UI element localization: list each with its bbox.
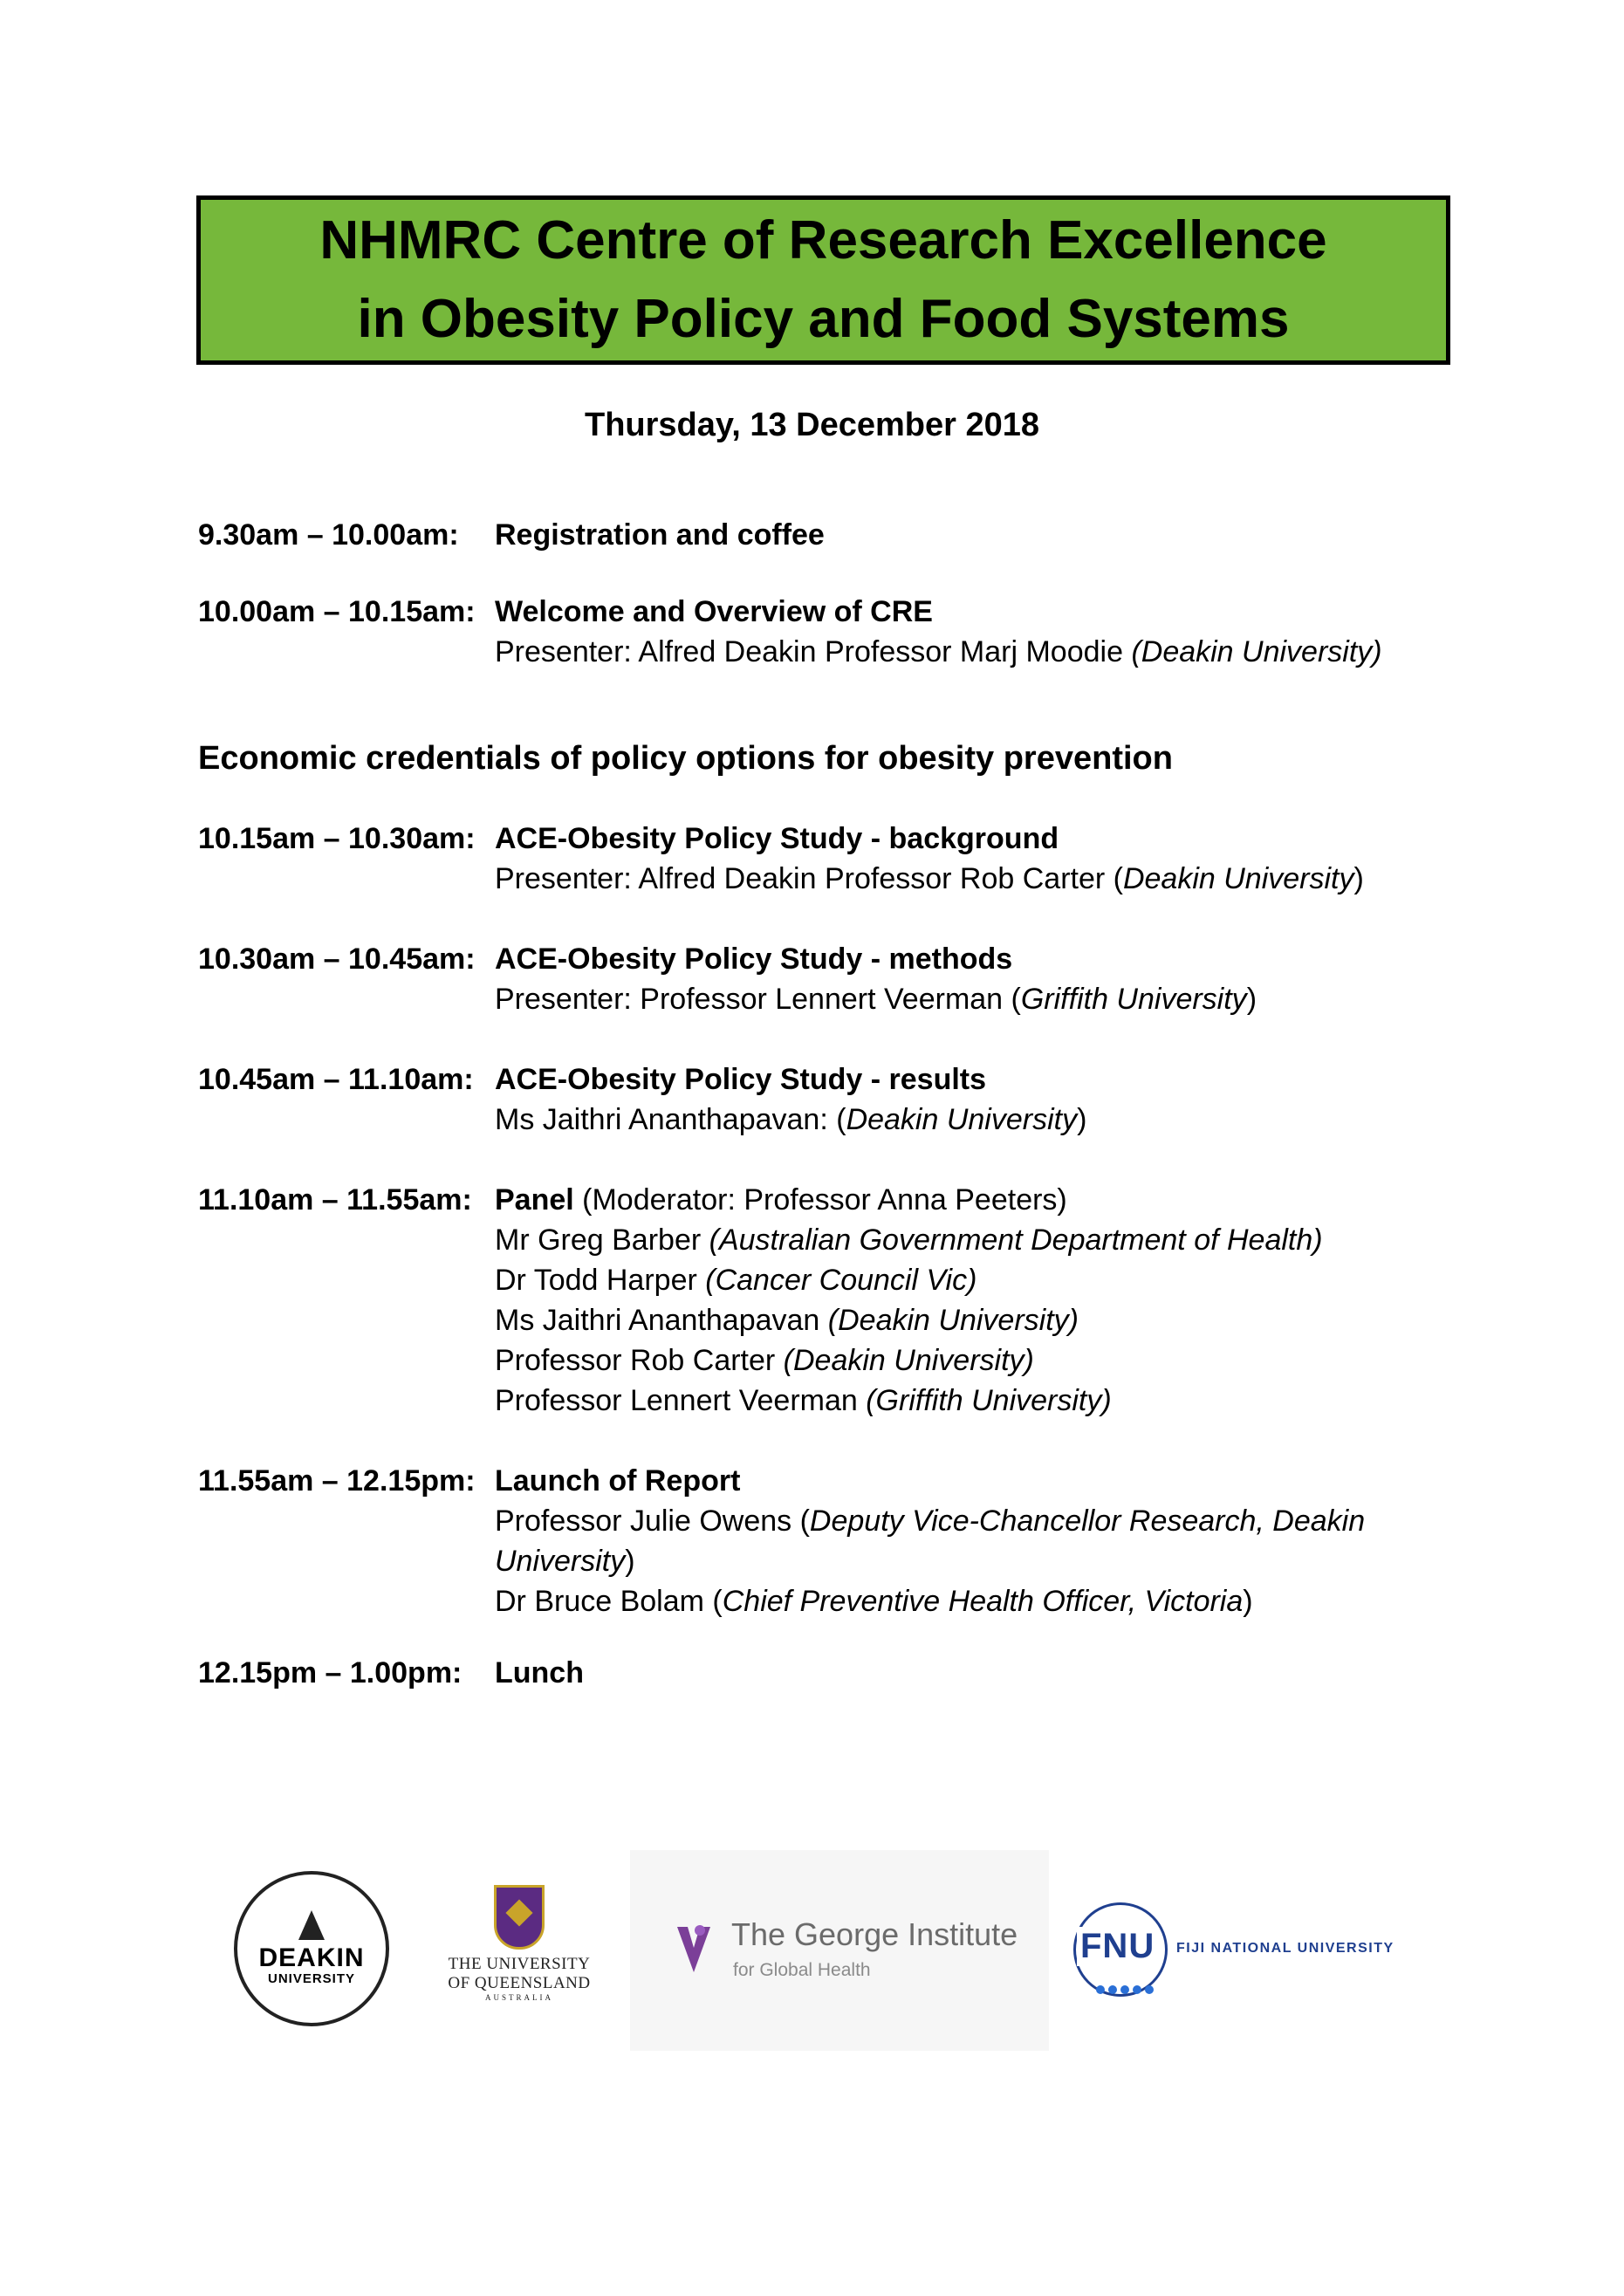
speaker-close: )	[1243, 1585, 1253, 1618]
presenter-close: )	[1246, 983, 1257, 1016]
speaker-name: Professor Julie Owens (	[495, 1504, 810, 1538]
university-of-queensland-logo	[441, 1885, 598, 2002]
agenda-presenter	[495, 1100, 1455, 1140]
agenda-title: ACE-Obesity Policy Study - methods	[495, 942, 1013, 976]
panel-member-affiliation: (Cancer Council Vic)	[705, 1264, 977, 1297]
panel-member-name: Professor Rob Carter	[495, 1344, 784, 1377]
agenda-title: Welcome and Overview of CRE	[495, 595, 933, 628]
panel-member-name: Ms Jaithri Ananthapavan	[495, 1304, 828, 1337]
panel-member	[495, 1260, 1455, 1300]
presenter-name: Presenter: Professor Lennert Veerman (	[495, 983, 1021, 1016]
agenda-title: ACE-Obesity Policy Study - results	[495, 1063, 987, 1096]
george-institute-mark-icon	[674, 1922, 714, 1974]
fnu-dots-icon	[1096, 1983, 1157, 1998]
agenda-title: Registration and coffee	[495, 518, 825, 552]
agenda-entry-launch	[198, 1461, 1455, 1621]
agenda-time: 10.00am – 10.15am:	[198, 595, 476, 628]
panel-heading	[495, 1180, 1455, 1220]
deakin-mark-icon	[298, 1910, 325, 1940]
uq-logo-sub: AUSTRALIA	[485, 1993, 553, 2002]
launch-speaker	[495, 1501, 1455, 1541]
panel-member-affiliation: (Deakin University)	[827, 1304, 1079, 1337]
agenda-presenter	[495, 632, 1455, 672]
title-line-1: NHMRC Centre of Research Excellence	[319, 210, 1327, 271]
agenda	[198, 515, 1455, 1693]
agenda-time: 10.15am – 10.30am:	[198, 822, 476, 855]
agenda-entry-panel	[198, 1180, 1455, 1421]
panel-member-affiliation: (Australian Government Department of Health)	[709, 1223, 1323, 1257]
presenter-close: )	[1353, 862, 1364, 895]
presenter-affiliation: Deakin University	[1122, 862, 1354, 895]
panel-member	[495, 1381, 1455, 1421]
panel-member-name: Dr Todd Harper	[495, 1264, 706, 1297]
panel-member-affiliation: (Griffith University)	[866, 1384, 1112, 1417]
presenter-name: Presenter: Alfred Deakin Professor Marj Moodie	[495, 635, 1132, 668]
agenda-presenter	[495, 859, 1455, 899]
agenda-time: 11.55am – 12.15pm:	[198, 1464, 476, 1498]
agenda-entry	[198, 515, 1455, 555]
presenter-close: )	[1077, 1103, 1087, 1136]
presenter-affiliation: Deakin University	[846, 1103, 1078, 1136]
agenda-time: 10.30am – 10.45am:	[198, 942, 476, 976]
agenda-title: Lunch	[495, 1656, 584, 1689]
launch-speaker-cont	[495, 1541, 1455, 1581]
section-heading: Economic credentials of policy options for obesity prevention	[198, 740, 1173, 777]
presenter-affiliation: (Deakin University)	[1131, 635, 1382, 668]
fnu-logo-letters: FNU	[1077, 1927, 1158, 1966]
agenda-entry	[198, 1653, 1455, 1693]
speaker-close: )	[625, 1545, 635, 1578]
agenda-title: ACE-Obesity Policy Study - background	[495, 822, 1059, 855]
george-logo-name: The George Institute	[731, 1916, 1018, 1952]
panel-member	[495, 1220, 1455, 1260]
fnu-logo-text: FIJI NATIONAL UNIVERSITY	[1176, 1941, 1394, 1956]
uq-crest-icon	[494, 1885, 545, 1950]
george-logo-sub: for Global Health	[733, 1960, 871, 1980]
agenda-title: Launch of Report	[495, 1464, 741, 1498]
uq-logo-line1: THE UNIVERSITY	[448, 1955, 591, 1973]
uq-logo-line2: OF QUEENSLAND	[448, 1974, 591, 1992]
agenda-title: Panel	[495, 1183, 574, 1217]
speaker-affiliation: Deputy Vice-Chancellor Research, Deakin	[809, 1504, 1366, 1538]
title-line-2: in Obesity Policy and Food Systems	[357, 289, 1290, 349]
presenter-name: Ms Jaithri Ananthapavan: (	[495, 1103, 846, 1136]
agenda-time: 11.10am – 11.55am:	[198, 1183, 472, 1217]
panel-member	[495, 1340, 1455, 1381]
panel-moderator: (Moderator: Professor Anna Peeters)	[573, 1183, 1067, 1217]
agenda-presenter	[495, 979, 1455, 1019]
agenda-entry	[198, 819, 1455, 899]
deakin-logo-sub: UNIVERSITY	[267, 1971, 355, 1986]
agenda-entry	[198, 592, 1455, 672]
panel-member	[495, 1300, 1455, 1340]
deakin-logo-name: DEAKIN	[258, 1943, 365, 1972]
speaker-affiliation: Chief Preventive Health Officer, Victoria	[722, 1585, 1244, 1618]
deakin-university-logo	[234, 1871, 389, 2026]
george-institute-logo	[630, 1850, 1049, 2051]
presenter-name: Presenter: Alfred Deakin Professor Rob Carter (	[495, 862, 1123, 895]
speaker-affiliation: University	[495, 1545, 626, 1578]
agenda-entry	[198, 1059, 1455, 1140]
partner-logos	[0, 1850, 1624, 2060]
fiji-national-university-logo	[1073, 1902, 1440, 2007]
speaker-name: Dr Bruce Bolam (	[495, 1585, 723, 1618]
panel-member-name: Professor Lennert Veerman	[495, 1384, 867, 1417]
panel-member-affiliation: (Deakin University)	[783, 1344, 1034, 1377]
panel-member-name: Mr Greg Barber	[495, 1223, 709, 1257]
agenda-entry	[198, 939, 1455, 1019]
agenda-time: 12.15pm – 1.00pm:	[198, 1656, 463, 1689]
agenda-time: 9.30am – 10.00am:	[198, 518, 459, 552]
title-banner	[196, 195, 1450, 365]
presenter-affiliation: Griffith University	[1020, 983, 1247, 1016]
launch-speaker	[495, 1581, 1455, 1621]
event-date: Thursday, 13 December 2018	[584, 407, 1039, 443]
agenda-time: 10.45am – 11.10am:	[198, 1063, 474, 1096]
